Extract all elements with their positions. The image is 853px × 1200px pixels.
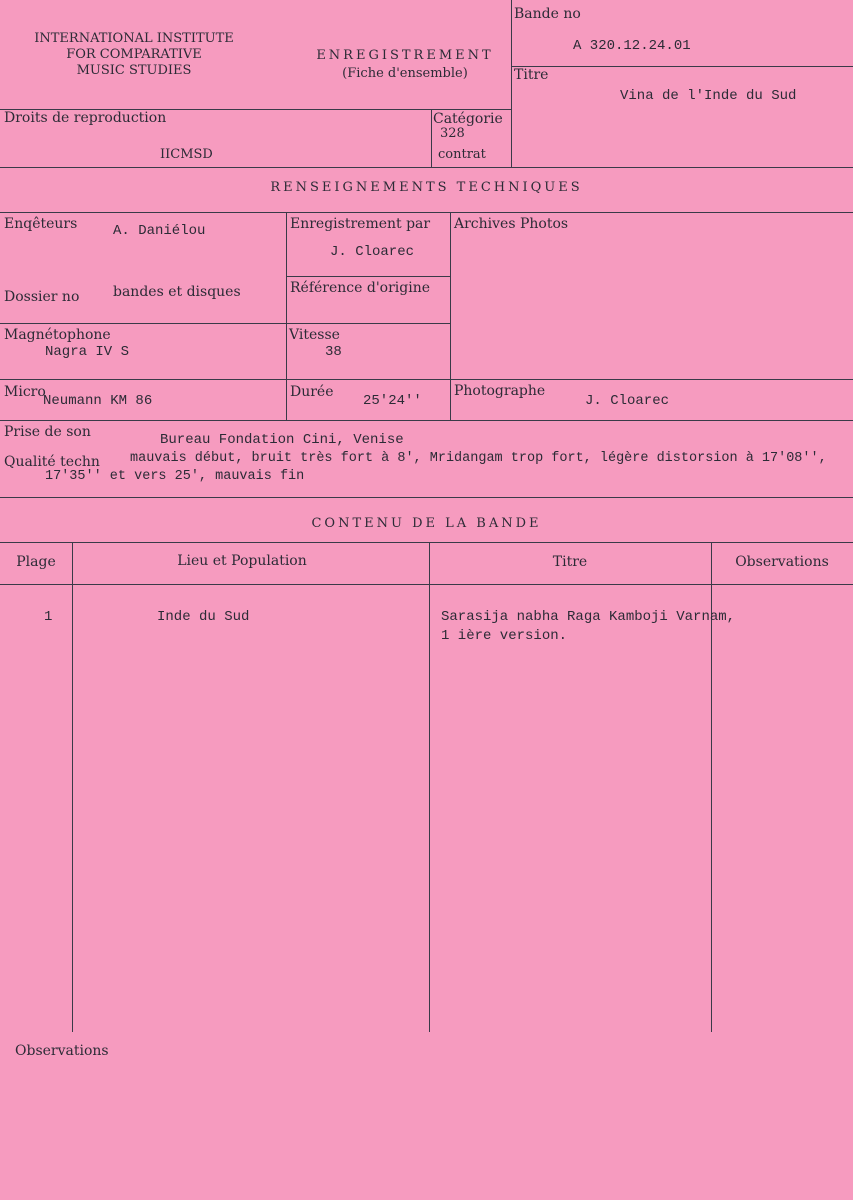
divider	[0, 167, 853, 168]
bande-no-label: Bande no	[514, 6, 581, 22]
photographe-label: Photographe	[454, 383, 546, 399]
column-header-plage: Plage	[16, 554, 56, 570]
droits-value: IICMSD	[160, 147, 213, 162]
institute-line: MUSIC STUDIES	[76, 63, 192, 78]
section-title-tech: RENSEIGNEMENTS TECHNIQUES	[270, 180, 583, 195]
dossier-value: bandes et disques	[113, 284, 241, 300]
divider	[0, 497, 853, 498]
reference-origine-label: Référence d'origine	[290, 280, 431, 296]
duree-value: 25'24''	[363, 393, 422, 409]
observations-label: Observations	[15, 1043, 109, 1059]
divider	[429, 542, 430, 1032]
qualite-techn-value-line2: 17'35'' et vers 25', mauvais fin	[45, 469, 305, 484]
divider	[0, 584, 853, 585]
categorie-label: Catégorie	[433, 111, 503, 127]
micro-value: Neumann KM 86	[43, 393, 153, 409]
form-title-main: ENREGISTREMENT	[316, 48, 494, 63]
institute-line: INTERNATIONAL INSTITUTE	[34, 31, 234, 46]
row-lieu: Inde du Sud	[157, 609, 250, 625]
vitesse-label: Vitesse	[289, 327, 340, 343]
divider	[72, 542, 73, 1032]
enqueteurs-label: Enqêteurs	[4, 216, 78, 232]
institute-line: FOR COMPARATIVE	[66, 47, 202, 62]
divider	[286, 212, 287, 420]
section-title-contenu: CONTENU DE LA BANDE	[311, 516, 542, 531]
column-header-titre: Titre	[552, 554, 588, 570]
divider	[511, 66, 853, 67]
divider	[431, 109, 432, 167]
droits-label: Droits de reproduction	[4, 110, 167, 126]
column-header-lieu: Lieu et Population	[177, 553, 307, 569]
qualite-techn-value-line1: mauvais début, bruit très fort à 8', Mridangam trop fort, légère distorsion à 17'08'',	[130, 451, 827, 466]
row-titre-line2: 1 ière version.	[441, 628, 568, 644]
institute-name	[0, 31, 268, 79]
enregistrement-par-value: J. Cloarec	[330, 244, 415, 260]
titre-value: Vina de l'Inde du Sud	[620, 88, 797, 104]
qualite-techn-label: Qualité techn	[4, 454, 100, 470]
enqueteurs-value: A. Daniélou	[113, 223, 206, 239]
form-title	[290, 47, 520, 83]
divider	[511, 0, 512, 167]
divider	[0, 212, 853, 213]
bande-no-value: A 320.12.24.01	[573, 38, 691, 54]
row-plage: 1	[44, 609, 53, 625]
enregistrement-par-label: Enregistrement par	[290, 216, 431, 232]
form-subtitle: (Fiche d'ensemble)	[342, 66, 468, 81]
divider	[0, 379, 853, 380]
column-header-observations: Observations	[735, 554, 829, 570]
archives-photos-label: Archives Photos	[454, 216, 569, 232]
row-titre-line1: Sarasija nabha Raga Kamboji Varnam,	[441, 609, 736, 625]
prise-de-son-value: Bureau Fondation Cini, Venise	[160, 432, 404, 448]
titre-label: Titre	[514, 67, 549, 83]
categorie-value: contrat	[438, 147, 486, 162]
divider	[0, 542, 853, 543]
magnetophone-value: Nagra IV S	[45, 344, 130, 360]
divider	[450, 212, 451, 420]
micro-label: Micro	[4, 384, 46, 400]
divider	[0, 323, 450, 324]
dossier-label: Dossier no	[4, 289, 80, 305]
duree-label: Durée	[290, 384, 334, 400]
divider	[286, 276, 450, 277]
magnetophone-label: Magnétophone	[4, 327, 111, 343]
categorie-number: 328	[440, 126, 465, 141]
prise-de-son-label: Prise de son	[4, 424, 91, 440]
vitesse-value: 38	[325, 344, 342, 360]
divider	[0, 420, 853, 421]
photographe-value: J. Cloarec	[585, 393, 670, 409]
